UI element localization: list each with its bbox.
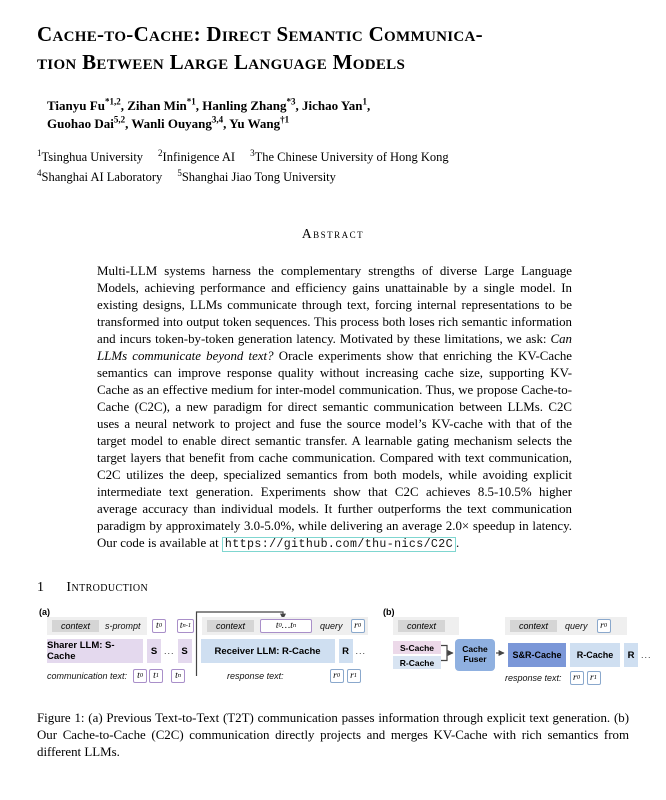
panel-a-label: (a) <box>39 607 50 617</box>
affiliation-line-2 <box>37 166 629 186</box>
ellipsis: ... <box>355 646 367 656</box>
panel-b-output-row <box>505 671 601 685</box>
token-t0-to-tn: t 0 … t n <box>260 619 312 633</box>
receiver-query-strip <box>505 617 627 635</box>
panel-b-input-row <box>393 617 627 635</box>
code-repository-link[interactable]: https://github.com/thu-nics/C2C <box>222 537 456 552</box>
author-superscript: *1,2 <box>104 96 121 107</box>
panel-a-output-row <box>47 669 361 683</box>
ellipsis: ... <box>641 650 652 660</box>
abstract-text: . <box>456 536 460 550</box>
ellipsis: ... <box>164 646 175 656</box>
receiver-token-chip: R <box>624 643 638 667</box>
response-text-label: response text: <box>505 673 562 683</box>
figure-1-caption: Figure 1: (a) Previous Text-to-Text (T2T) communication passes information through explicit text generation. (b) Our Cache-to-Cache (C2C) communication directly projects and merges KV-Cache with rich semantics from different LLMs. <box>37 711 629 759</box>
token-r1: r 1 <box>347 669 361 683</box>
token-r0: r 0 <box>570 671 584 685</box>
r-cache-chip: R-Cache <box>393 656 441 669</box>
sr-cache-bar: S&R-Cache <box>508 643 566 667</box>
context-strip <box>393 617 459 635</box>
figure-1 <box>37 607 652 703</box>
author-line-1 <box>47 96 629 114</box>
section-number: 1 <box>37 580 45 595</box>
author-superscript: *1 <box>186 96 196 107</box>
affiliation: $^3$The Chinese University of Hong Kong <box>250 147 449 164</box>
affiliation-block <box>37 147 629 186</box>
author-superscript: 3,4 <box>211 114 224 125</box>
context-chip: context <box>398 620 445 632</box>
author: Guohao Dai$^{5,2}$, <box>47 114 132 131</box>
token-t1: t 1 <box>149 669 163 683</box>
response-text-label: response text: <box>227 671 284 681</box>
token-tn-1: t n-1 <box>177 619 194 633</box>
token-r1: r 1 <box>587 671 601 685</box>
author: Jichao Yan$^1$, <box>301 96 371 113</box>
context-chip: context <box>52 620 99 632</box>
token-t0: t 0 <box>133 669 147 683</box>
author-line-2 <box>47 114 629 132</box>
section-title: Introduction <box>66 580 149 595</box>
context-chip: context <box>207 620 254 632</box>
s-prompt-label: s-prompt <box>105 621 141 631</box>
receiver-llm-bar: Receiver LLM: R-Cache <box>201 639 335 663</box>
affiliation: $^2$Infinigence AI <box>158 147 236 164</box>
token-r0: r 0 <box>330 669 344 683</box>
sharer-prompt-strip <box>47 617 147 635</box>
token-r0: r 0 <box>597 619 611 633</box>
paper-title-line2: tion Between Large Language Models <box>37 50 406 75</box>
author-superscript: 5,2 <box>113 114 126 125</box>
cache-stack <box>393 641 441 669</box>
paper-title-line1: Cache-to-Cache: Direct Semantic Communica- <box>37 22 483 46</box>
abstract-heading: Abstract <box>301 226 365 241</box>
section-heading <box>37 580 629 596</box>
cache-fuser-box: Cache Fuser <box>455 639 495 671</box>
paper-title <box>37 20 629 76</box>
abstract-text: Multi-LLM systems harness the complementary strengths of diverse Large Language Models, achieving performance and efficiency gains unattainable by a single model. In existing designs, LLMs communicate through text, forcing internal representations to be transformed into output token sequences. This process both loses rich semantic information and incurs token-by-token generation latency. Motivated by these limitations, we ask: <box>97 264 572 346</box>
author-superscript: *3 <box>286 96 296 107</box>
sharer-token-chip: S <box>178 639 192 663</box>
affiliation-line-1 <box>37 147 629 167</box>
author: Yu Wang$^{\dagger 1}$ <box>229 114 290 131</box>
panel-b-label: (b) <box>383 607 395 617</box>
affiliation: $^4$Shanghai AI Laboratory <box>37 167 163 184</box>
author: Hanling Zhang$^{*3}$, <box>202 96 302 113</box>
abstract-body <box>97 263 572 553</box>
panel-a-model-row <box>47 639 366 663</box>
panel-a-input-row <box>47 617 368 635</box>
affiliation: $^5$Shanghai Jiao Tong University <box>177 167 336 184</box>
affiliation: $^1$Tsinghua University <box>37 147 144 164</box>
author-superscript: 1 <box>362 96 368 107</box>
query-label: query <box>320 621 343 631</box>
query-label: query <box>565 621 588 631</box>
panel-b-model-row <box>393 639 652 671</box>
token-t0: t 0 <box>152 619 166 633</box>
author-superscript: †1 <box>280 114 290 125</box>
receiver-prompt-strip <box>202 617 368 635</box>
communication-text-label: communication text: <box>47 671 128 681</box>
s-cache-chip: S-Cache <box>393 641 441 654</box>
r-cache-bar: R-Cache <box>570 643 620 667</box>
abstract-italic-question: Can LLMs communicate beyond text? <box>97 332 572 363</box>
sharer-token-chip: S <box>147 639 161 663</box>
author: Zihan Min$^{*1}$, <box>127 96 203 113</box>
author: Tianyu Fu$^{*1,2}$, <box>47 96 128 113</box>
sharer-llm-bar: Sharer LLM: S-Cache <box>47 639 143 663</box>
context-chip: context <box>510 620 557 632</box>
author-block <box>47 96 629 132</box>
abstract-text: Oracle experiments show that enriching the KV-Cache semantics can improve response quality without increasing cache size, supporting KV-Cache as an effective medium for inter-model communication. Thus, we propose Cache-to-Cache (C2C), a new paradigm for direct semantic communication between LLMs. C2C uses a neural network to project and fuse the source model’s KV-cache with that of the target model to enable direct semantic transfer. A learnable gating mechanism selects the target layers that benefit from cache communication. Compared with text communication, C2C utilizes the deep, specialized semantics from both models, while avoiding explicit intermediate text generation. Experiments show that C2C achieves 8.5-10.5% higher average accuracy than individual models. It further outperforms the text communication paradigm by approximately 3.0-5.0%, while delivering an average 2.0× speedup in latency. Our code is available at <box>97 349 572 550</box>
receiver-token-chip: R <box>339 639 353 663</box>
author: Wanli Ouyang$^{3,4}$, <box>131 114 230 131</box>
token-tn: t n <box>171 669 185 683</box>
token-r0: r 0 <box>351 619 365 633</box>
